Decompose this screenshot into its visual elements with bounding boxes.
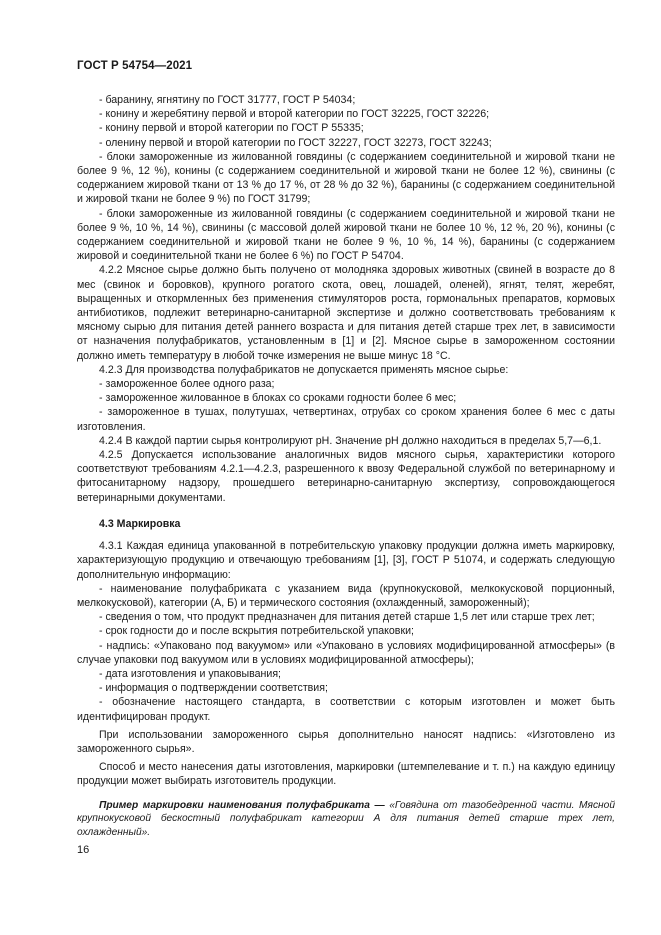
- document-body: [77, 93, 615, 839]
- paragraph-4-2-4: 4.2.4 В каждой партии сырья контролируют рН. Значение рН должно находиться в пределах 5,7—6,1.: [99, 434, 602, 447]
- example-note: [77, 799, 615, 840]
- example-lead: Пример маркировки наименования полуфабриката —: [99, 799, 385, 811]
- paragraph-frozen-note: При использовании замороженного сырья дополнительно наносят надпись: «Изготовлено из замороженного сырья».: [77, 728, 615, 755]
- example-text: «Говядина от тазобедренной части. Мясной крупнокусковой бескостный полуфабрикат категории А для питания детей старше трех лет, охлажденный».: [77, 799, 615, 838]
- list-item: - срок годности до и после вскрытия потребительской упаковки;: [99, 625, 414, 638]
- list-item: - блоки замороженные из жилованной говядины (с содержанием соединительной и жировой ткани не более 9 %, 10 %, 14 %), свинины (с массовой долей жировой ткани не более 10 %, 12 %, 20 %), конины (с содержанием соединительной и жировой ткани не более 9 %, 10 %, 14 %), баранины (с содержанием жировой и соединительной ткани не более 6 %) по ГОСТ Р 54704.: [77, 207, 615, 263]
- paragraph-marking-method: Способ и место нанесения даты изготовления, маркировки (штемпелевание и т. п.) на каждую единицу продукции может выбирать изготовитель продукции.: [77, 761, 615, 788]
- list-item: - дата изготовления и упаковывания;: [99, 667, 281, 680]
- list-item: - информация о подтверждении соответствия;: [99, 682, 328, 695]
- list-item: - наименование полуфабриката с указанием вида (крупнокусковой, мелкокусковой порционный, мелкокусковой), категории (А, Б) и термического состояния (охлажденный, замороженный);: [77, 582, 615, 609]
- paragraph-4-2-3: 4.2.3 Для производства полуфабрикатов не допускается применять мясное сырье:: [99, 363, 509, 376]
- list-item: - замороженное более одного раза;: [99, 378, 275, 391]
- page-number: 16: [77, 844, 90, 856]
- list-item: - конину и жеребятину первой и второй категории по ГОСТ 32225, ГОСТ 32226;: [99, 108, 490, 121]
- list-item: - конину первой и второй категории по ГОСТ Р 55335;: [99, 122, 364, 135]
- list-item: - баранину, ягнятину по ГОСТ 31777, ГОСТ Р 54034;: [99, 94, 356, 106]
- list-item: - сведения о том, что продукт предназначен для питания детей старше 1,5 лет или старше трех лет;: [99, 611, 595, 624]
- paragraph-4-2-5: 4.2.5 Допускается использование аналогичных видов мясного сырья, характеристики которого соответствуют требованиям 4.2.1—4.2.3, разрешенного к ввозу Федеральной службой по ветеринарному и фитосанитарному надзору, прошедшего ветеринарно-санитарную экспертизу, сопровождающегося ветеринарными документами.: [77, 449, 615, 504]
- list-item: - блоки замороженные из жилованной говядины (с содержанием соединительной и жировой ткани не более 9 %, 12 %), конины (с содержанием соединительной и жировой ткани не более 12 %), свинины (с содержанием жировой ткани от 13 % до 17 %, от 28 % до 32 %), баранины (с содержанием соединительной и жировой ткани не более 9 %) по ГОСТ 31799;: [77, 150, 615, 206]
- section-heading: 4.3 Маркировка: [99, 517, 181, 530]
- list-item: - замороженное в тушах, полутушах, четвертинах, отрубах со сроком хранения более 6 мес с даты изготовления.: [77, 406, 615, 433]
- list-item: - обозначение настоящего стандарта, в соответствии с которым изготовлен и может быть идентифицирован продукт.: [77, 696, 615, 723]
- list-item: - надпись: «Упаковано под вакуумом» или «Упаковано в условиях модифицированной атмосферы» (в случае упаковки под вакуумом или в условиях модифицированной атмосферы);: [77, 639, 615, 666]
- paragraph-4-2-2: 4.2.2 Мясное сырье должно быть получено от молодняка здоровых животных (свиней в возрасте до 8 мес (свинок и боровков), крупного рогатого скота, овец, лошадей, оленей), ягнят, телят, жеребят, выращенных и откормленных без применения стимуляторов роста, гормональных препаратов, кормовых антибиотиков, подлежит ветеринарно-санитарной экспертизе и должно соответствовать требованиям к мясному сырью для питания детей раннего возраста и для питания детей старше трех лет, в зависимости от назначения полуфабрикатов, установленным в [1] и [2]. Мясное сырье в замороженном состоянии должно иметь температуру в любой точке измерения не выше минус 18 °С.: [77, 264, 615, 362]
- document-header: ГОСТ Р 54754—2021: [77, 60, 193, 72]
- list-item: - замороженное жилованное в блоках со сроками годности более 6 мес;: [99, 392, 457, 405]
- list-item: - оленину первой и второй категории по ГОСТ 32227, ГОСТ 32273, ГОСТ 32243;: [99, 136, 492, 149]
- paragraph-4-3-1: 4.3.1 Каждая единица упакованной в потребительскую упаковку продукции должна иметь маркировку, характеризующую продукцию и отвечающую требованиям [1], [3], ГОСТ Р 51074, и содержать следующую дополнительную информацию:: [77, 540, 615, 581]
